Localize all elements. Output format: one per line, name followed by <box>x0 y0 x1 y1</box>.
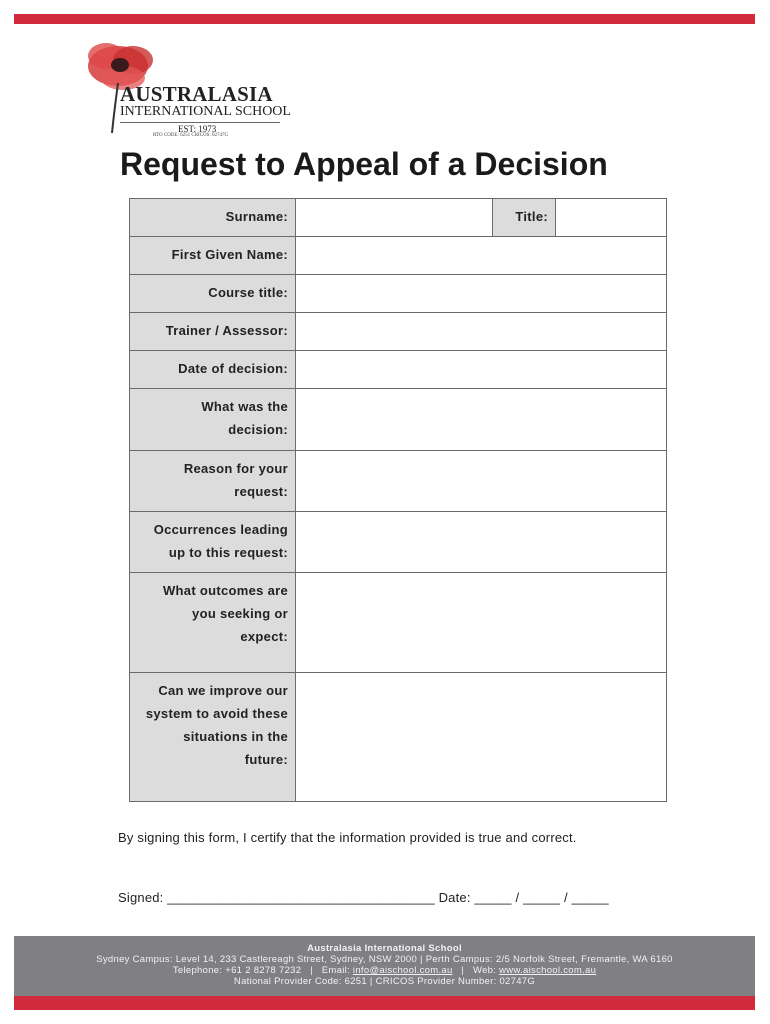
label-line: Date of decision: <box>178 361 288 376</box>
label-line: future: <box>244 752 288 767</box>
school-logo <box>78 38 318 148</box>
form-row-reason-for-request <box>130 451 667 512</box>
footer-contact: Telephone: +61 2 8278 7232 | Email: info@aischool.com.au | Web: www.aischool.com.au <box>172 965 597 976</box>
outcomes-field[interactable] <box>296 573 667 673</box>
footer-web-link[interactable]: www.aischool.com.au <box>499 965 597 976</box>
first-given-name-field[interactable] <box>296 237 667 275</box>
footer-org: Australasia International School <box>307 943 462 954</box>
footer-email-link[interactable]: info@aischool.com.au <box>352 965 453 976</box>
date-of-decision-label <box>130 351 296 389</box>
label-line: Occurrences leading <box>153 522 288 537</box>
form-row-trainer-assessor <box>130 313 667 351</box>
footer-web-label: Web: <box>472 965 497 976</box>
what-was-decision-label <box>130 389 296 451</box>
label-line: Course title: <box>208 285 288 300</box>
logo-est: EST: 1973 <box>178 124 217 134</box>
reason-for-request-label <box>130 451 296 512</box>
surname-field[interactable] <box>296 199 493 237</box>
logo-codes: RTO CODE: 6251 CRICOS: 02747G <box>153 133 229 138</box>
form-row-course-title <box>130 275 667 313</box>
logo-name: AUSTRALASIA <box>120 82 273 106</box>
form-row-date-of-decision <box>130 351 667 389</box>
form-row-what-was-decision <box>130 389 667 451</box>
form-row-improve-system <box>130 673 667 802</box>
appeal-form-table <box>129 198 667 802</box>
label-line: up to this request: <box>168 545 288 560</box>
label-line: you seeking or <box>192 606 288 621</box>
occurrences-label <box>130 512 296 573</box>
footer-email-label: Email: <box>321 965 350 976</box>
page-title: Request to Appeal of a Decision <box>120 146 608 182</box>
signature-date-line: Signed: ____________________________________ Date: _____ / _____ / _____ <box>118 890 609 905</box>
label-line: request: <box>234 484 288 499</box>
occurrences-field[interactable] <box>296 512 667 573</box>
title-label: Title: <box>493 199 556 237</box>
label-line: Trainer / Assessor: <box>165 323 288 338</box>
footer-panel <box>14 936 755 996</box>
reason-for-request-field[interactable] <box>296 451 667 512</box>
label-line: expect: <box>240 629 288 644</box>
improve-system-field[interactable] <box>296 673 667 802</box>
label-line: decision: <box>228 422 288 437</box>
first-given-name-label <box>130 237 296 275</box>
footer-telephone: Telephone: +61 2 8278 7232 <box>172 965 302 976</box>
label-line: First Given Name: <box>171 247 288 262</box>
bottom-accent-bar <box>14 996 755 1010</box>
label-line: What was the <box>201 399 288 414</box>
improve-system-label <box>130 673 296 802</box>
course-title-field[interactable] <box>296 275 667 313</box>
label-line: Can we improve our <box>158 683 288 698</box>
surname-label: Surname: <box>130 199 296 237</box>
form-row-surname <box>130 199 667 237</box>
label-line: What outcomes are <box>162 583 288 598</box>
date-of-decision-field[interactable] <box>296 351 667 389</box>
label-line: system to avoid these <box>145 706 288 721</box>
label-line: situations in the <box>183 729 288 744</box>
logo-subtitle: INTERNATIONAL SCHOOL <box>120 104 291 119</box>
what-was-decision-field[interactable] <box>296 389 667 451</box>
trainer-assessor-field[interactable] <box>296 313 667 351</box>
form-row-occurrences <box>130 512 667 573</box>
form-row-outcomes <box>130 573 667 673</box>
label-line: Reason for your <box>183 461 288 476</box>
form-row-first-given-name <box>130 237 667 275</box>
top-accent-bar <box>14 14 755 24</box>
certify-statement: By signing this form, I certify that the information provided is true and correct. <box>118 830 577 845</box>
trainer-assessor-label <box>130 313 296 351</box>
title-field[interactable] <box>556 199 667 237</box>
logo-divider <box>120 122 280 123</box>
course-title-label <box>130 275 296 313</box>
outcomes-label <box>130 573 296 673</box>
footer-campuses: Sydney Campus: Level 14, 233 Castlereagh Street, Sydney, NSW 2000 | Perth Campus: 2/5 Norfolk Street, Fremantle, WA 6160 <box>96 954 673 965</box>
footer-codes: National Provider Code: 6251 | CRICOS Provider Number: 02747G <box>233 976 536 987</box>
